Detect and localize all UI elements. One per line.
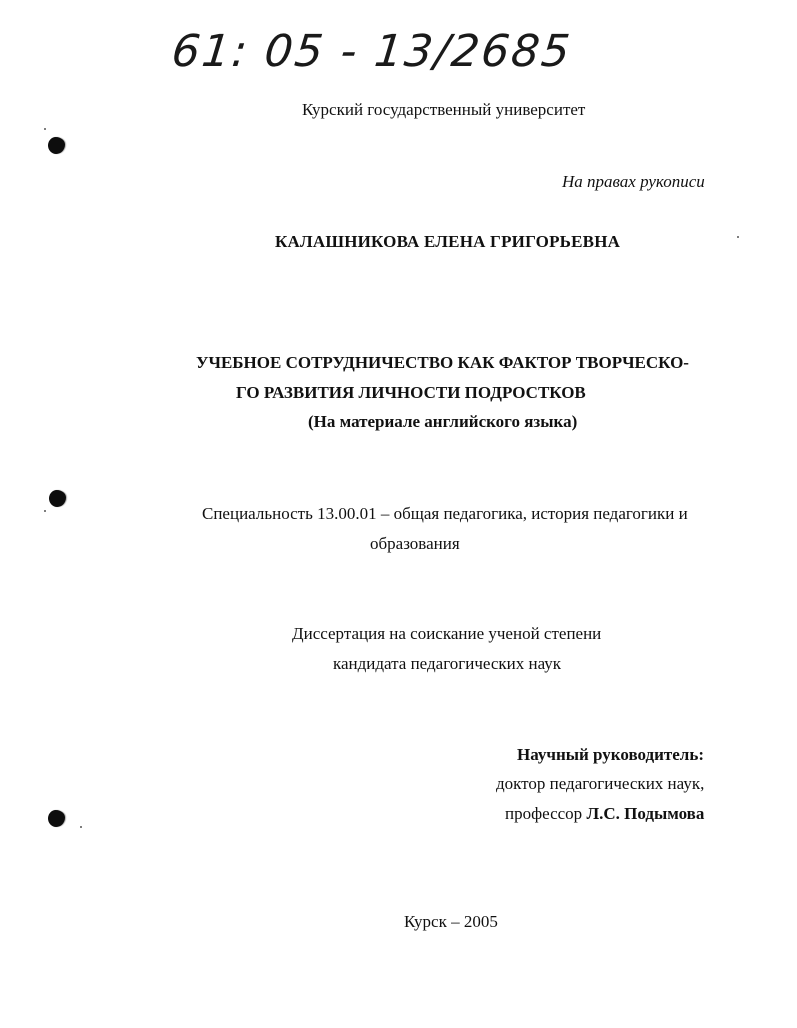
scan-speck bbox=[44, 510, 46, 512]
degree-statement-line-1: Диссертация на соискание ученой степени bbox=[292, 624, 602, 643]
supervisor-line bbox=[505, 804, 704, 824]
university-name: Курский государственный университет bbox=[302, 100, 586, 119]
dissertation-subtitle: (На материале английского языка) bbox=[308, 412, 578, 431]
supervisor-degree: доктор педагогических наук, bbox=[496, 774, 705, 793]
scan-speck bbox=[737, 236, 739, 238]
supervisor-name: Л.С. Подымова bbox=[586, 804, 705, 823]
binding-hole-mark bbox=[49, 490, 66, 507]
specialty-line-2: образования bbox=[370, 534, 460, 553]
handwritten-archive-code: 61: 05 - 13/2685 bbox=[169, 26, 575, 77]
supervisor-heading: Научный руководитель: bbox=[517, 745, 704, 764]
city-year: Курск – 2005 bbox=[404, 912, 498, 931]
supervisor-title: профессор bbox=[505, 804, 583, 823]
binding-hole-mark bbox=[48, 810, 65, 827]
dissertation-title-line-1: УЧЕБНОЕ СОТРУДНИЧЕСТВО КАК ФАКТОР ТВОРЧЕСКО- bbox=[196, 353, 689, 372]
scan-speck bbox=[80, 826, 82, 828]
specialty-line-1: Специальность 13.00.01 – общая педагогика, история педагогики и bbox=[202, 504, 688, 523]
manuscript-rights-note: На правах рукописи bbox=[562, 172, 705, 191]
dissertation-title-line-2: ГО РАЗВИТИЯ ЛИЧНОСТИ ПОДРОСТКОВ bbox=[236, 383, 586, 402]
author-name: КАЛАШНИКОВА ЕЛЕНА ГРИГОРЬЕВНА bbox=[275, 232, 621, 251]
degree-statement-line-2: кандидата педагогических наук bbox=[333, 654, 562, 673]
binding-hole-mark bbox=[48, 137, 65, 154]
scan-speck bbox=[44, 128, 46, 130]
